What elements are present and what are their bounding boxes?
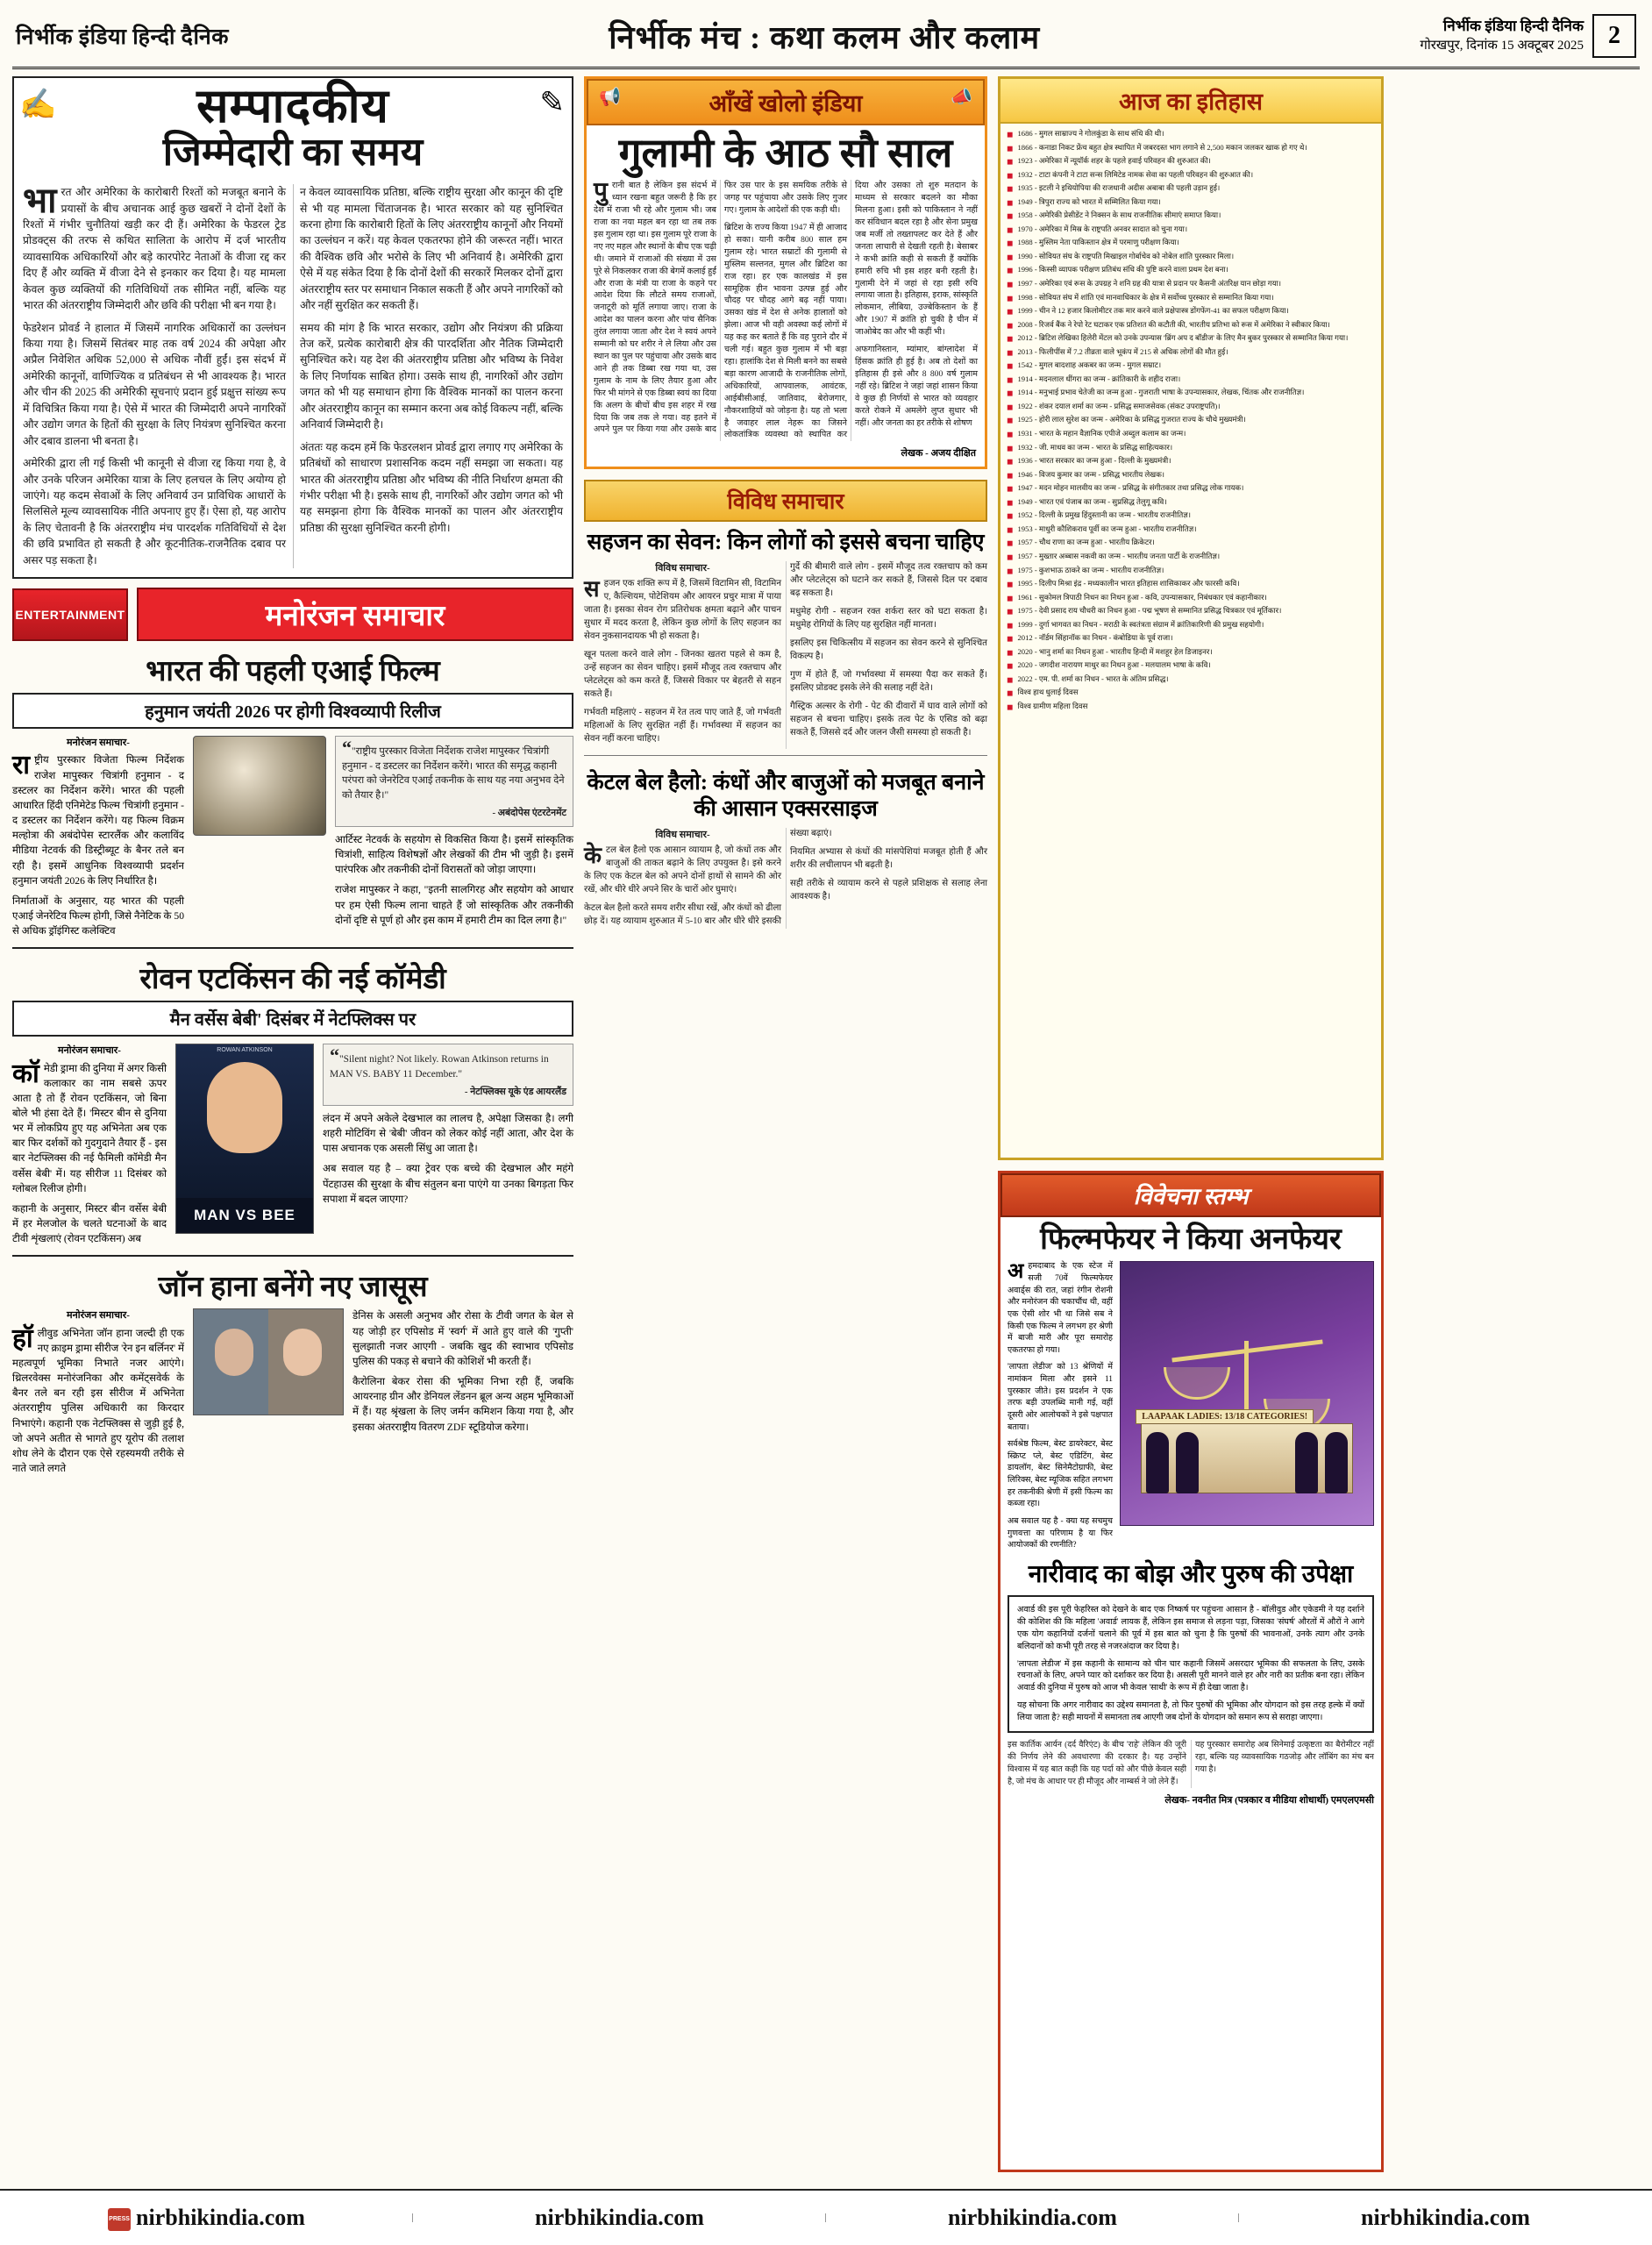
editorial-para-3: न केवल व्यावसायिक प्रतिष्ठा, बल्कि राष्ट्रीय सुरक्षा और कानून की दृष्टि से भी यह मामला चिंताजनक है। भारत सरकार को यह सुनिश्चित करना होगा कि कारोबारी हितों के लिए अंतरराष्ट्रीय कानूनों और नियमों का उल्लंघन न करें। यह केवल एकतरफा होने की जरूरत नहीं। भारत की वैश्विक छवि और भरोसे के लिए भी अनिवार्य है। अमेरिकी द्वारा ऐसे में यह संकेत दिया है कि दोनों देशों की सरकारें मिलकर दोनों द्वारा अंतरराष्ट्रीय स्तर पर समाधान निकाल सकती हैं और अपने नागरिकों को और नहीं सुरक्षित कर सकती हैं।	[300, 186, 563, 312]
kettlebell-dropcap: के	[584, 842, 602, 868]
masthead-edition-date: गोरखपुर, दिनांक 15 अक्टूबर 2025	[1420, 39, 1584, 53]
mrbean-body-1: मेडी ड्रामा की दुनिया में अगर किसी कलाकार का नाम सबसे ऊपर आता है तो हैं रोवन एटकिंसन, जो बिना बोले भी हंसा देते हैं। 'मिस्टर बीन से दुनिया भर में लोकप्रिय हुए यह अभिनेता अब एक बार फिर दर्शकों को गुदगुदाने तैयार हैं - इस बार नेटफ्लिक्स की नई फैमिली कॉमेडी मैन वर्सेस बेबी' में। यह सीरीज 11 दिसंबर को ग्लोबल रिलीज होगी।	[12, 1062, 167, 1194]
mrbean-headline: रोवन एटकिंसन की नई कॉमेडी	[139, 964, 446, 996]
bullet-icon: ◼	[1007, 239, 1014, 248]
history-item: ◼ विश्व ग्रामीण महिला दिवस	[1007, 702, 1375, 713]
column-left	[12, 76, 573, 2172]
history-item: ◼ 2020 - जगदीश नारायण माथुर का निधन हुआ - मलयालम भाषा के कवि।	[1007, 660, 1375, 672]
megaphone-right-icon: 📣	[951, 88, 972, 107]
editorial-body	[12, 177, 573, 579]
footer-site-2[interactable]	[413, 2205, 826, 2231]
history-item: ◼ 1914 - मनुभाई प्रभाव चेतेजी का जन्म हुआ - गुजराती भाषा के उपन्यासकार, लेखक, चिंतक और राजनीतिज्ञ।	[1007, 388, 1375, 399]
aankhen-title: गुलामी के आठ सौ साल	[618, 131, 953, 175]
bullet-icon: ◼	[1007, 457, 1014, 467]
ai-film-body-4: राजेश मापुस्कर ने कहा, "इतनी सालगिरह और सहयोग को आधार पर हम ऐसी फिल्म लाना चाहते हैं जो सांस्कृतिक और तकनीकी दोनों दृष्टि से पूर्ण हो और इस काम में हमारी टीम का दिल लगा है।"	[335, 884, 573, 926]
vividh-header: विविध समाचार	[584, 480, 987, 522]
sahjan-para-2: गर्भवती महिलाएं - सहजन में रेत तत्व पाए जाते हैं, जो गर्भवती महिलाओं के लिए सुरक्षित नहीं हैं। गर्भावस्था में सहजन का सेवन नहीं करना चाहिए।	[584, 708, 781, 745]
vivechna-author: लेखक- नवनीत मित्र (पत्रकार व मीडिया शोधार्थी) एमएलएमसी	[1164, 1795, 1374, 1807]
aankhen-kholo-section	[584, 76, 987, 469]
john-hannah-text-left	[12, 1308, 184, 1476]
kettlebell-para-3: सही तरीके से व्यायाम करने से पहले प्रशिक्षक से सलाह लेना आवश्यक है।	[790, 878, 987, 902]
ai-film-quote	[335, 736, 573, 827]
kettlebell-title: केटल बेल हैलो: कंधों और बाजुओं को मजबूत बनाने की आसान एक्सरसाइज	[587, 770, 985, 821]
masthead-right-title: निर्भीक इंडिया हिन्दी दैनिक	[1442, 18, 1584, 35]
aankhen-ribbon	[587, 79, 985, 125]
quote-mark-icon: “	[330, 1044, 339, 1067]
ai-film-body-3: आर्टिस्ट नेटवर्क के सहयोग से विकसित किया है। इसमें सांस्कृतिक चित्रांशी, साहित्य विशेषज्ञों और लेखकों की टीम भी जुड़ी है। इसमें पारंपरिक और तकनीकी दोनों विरासतों को जोड़ा जाएगा।	[335, 833, 573, 876]
mrbean-poster-wrap	[175, 1044, 314, 1246]
bullet-icon: ◼	[1007, 430, 1014, 439]
bullet-icon: ◼	[1007, 702, 1014, 711]
bullet-icon: ◼	[1007, 443, 1014, 453]
footer-url-2: nirbhikindia.com	[535, 2205, 704, 2230]
history-item: ◼ 1970 - अमेरिका में मिस्र के राष्ट्रपति अनवर सादात को चुना गया।	[1007, 224, 1375, 236]
ai-film-headline: भारत की पहली एआई फिल्म	[146, 656, 440, 688]
page-number: 2	[1592, 14, 1636, 58]
editorial-header	[12, 76, 573, 177]
bullet-icon: ◼	[1007, 497, 1014, 507]
bullet-icon: ◼	[1007, 674, 1014, 684]
bullet-icon: ◼	[1007, 197, 1014, 207]
history-item: ◼ 1990 - सोवियत संघ के राष्ट्रपति मिखाइल गोर्बाचेव को नोबेल शांति पुरस्कार मिला।	[1007, 252, 1375, 263]
vivechna-title: फिल्मफेयर ने किया अनफेयर	[1040, 1223, 1342, 1256]
footer-site-1[interactable]	[0, 2205, 413, 2231]
history-item: ◼ 1922 - शंकर दयाल शर्मा का जन्म - प्रसिद्ध समाजसेवक (संकट उपराष्ट्रपति)।	[1007, 402, 1375, 413]
history-item: ◼ 1866 - कनाडा निकट फ्रेंच बहुत क्षेत्र स्थापित में जबरदस्त भाग लगाने से 2,500 मकान जलकर खाक हो गए थे।	[1007, 143, 1375, 154]
history-box	[998, 76, 1384, 1160]
aankhen-ribbon-text: आँखें खोलो इंडिया	[709, 90, 863, 117]
sahjan-para-6: गुण में होते हैं, जो गर्भावस्था में समस्या पैदा कर सकते हैं। इसलिए प्रोडक्ट इसके लेने की सलाह नहीं देते।	[790, 670, 987, 694]
mrbean-byline: मनोरंजन समाचार-	[58, 1045, 121, 1057]
mrbean-subhead: मैन वर्सेस बेबी' दिसंबर में नेटफ्लिक्स पर	[12, 1001, 573, 1037]
john-hannah-photo	[193, 1308, 344, 1415]
bullet-icon: ◼	[1007, 307, 1014, 317]
entertainment-logo: ENTERTAINMENT	[12, 588, 128, 641]
bullet-icon: ◼	[1007, 211, 1014, 221]
bullet-icon: ◼	[1007, 566, 1014, 575]
bullet-icon: ◼	[1007, 266, 1014, 275]
kettlebell-para-2: नियमित अभ्यास से कंधों की मांसपेशियां मजबूत होती हैं और शरीर की लचीलापन भी बढ़ती है।	[790, 846, 987, 870]
editorial-para-0: रत और अमेरिका के कारोबारी रिश्तों को मजबूत बनाने के प्रयासों के बीच अचानक आई कुछ खबरों ने दोनों देशों के रिश्तों में गंभीर चुनौतियां खड़ी कर दी हैं। अमेरिका के फेडरल ट्रेड प्रोडक्ट्स की तरफ से कथित सालिता के आरोप में दर्ज भारतीय व्यावसायिक अधिकारियों और बड़े कारपोरेट नेताओं के वीजा रद्द कर दिए हैं और व्यक्ति में वीजा देने से इनकार कर दिया है। यह मामला केवल कुछ व्यक्तियों की गतिविधियों तक सीमित नहीं, बल्कि यह भारत की अंतरराष्ट्रीय जिम्मेदारी और छवि की परीक्षा भी बन गया है।	[23, 186, 286, 312]
history-item: ◼ 1975 - देवी प्रसाद राय चौधरी का निधन हुआ - पद्म भूषण से सम्मानित प्रसिद्ध चित्रकार एवं मूर्तिकार।	[1007, 606, 1375, 617]
footer-url-3: nirbhikindia.com	[948, 2205, 1117, 2230]
history-item: ◼ 1953 - माधुरी कौशिकराव पूर्वी का जन्म हुआ - भारतीय राजनीतिज्ञ।	[1007, 524, 1375, 536]
sahjan-title: सहजन का सेवन: किन लोगों को इससे बचना चाहिए	[587, 531, 985, 555]
history-item: ◼ 1936 - भारत सरकार का जन्म हुआ - दिल्ली के मुख्यमंत्री।	[1007, 456, 1375, 467]
bullet-icon: ◼	[1007, 347, 1014, 357]
aankhen-body	[587, 180, 985, 441]
kettlebell-body	[584, 828, 987, 929]
history-item: ◼ 1923 - अमेरिका में न्यूयॉर्क शहर के पहले हवाई परिवहन की शुरुआत की।	[1007, 156, 1375, 167]
quote-mark-icon: “	[342, 737, 352, 759]
silhouette-figure	[1176, 1432, 1199, 1493]
vivechna-dropcap: अ	[1008, 1260, 1024, 1284]
poster-actor-name: ROWAN ATKINSON	[217, 1047, 273, 1054]
filmfare-award-illustration	[1120, 1261, 1374, 1526]
masthead-left-title: निर्भीक इंडिया हिन्दी दैनिक	[16, 25, 230, 49]
history-item: ◼ 1932 - जी. माधव का जन्म - भारत के प्रसिद्ध साहित्यकार।	[1007, 443, 1375, 454]
column-middle-right	[998, 76, 1384, 2172]
vivechna-header	[1000, 1173, 1381, 1217]
kettlebell-para-0: टल बेल हैलो एक आसान व्यायाम है, जो कंधों तक और बाजुओं की ताकत बढ़ाने के लिए उपयुक्त है। इसे करने के लिए एक केटल बेल को अपने दोनों हाथों से सामने की ओर रखें, और धीरे धीरे अपने सिर के चारों ओर घुमाएं।	[584, 845, 781, 894]
history-item: ◼ 1998 - सोवियत संघ में शांति एवं मानवाधिकार के क्षेत्र में सर्वोच्च पुरस्कार से सम्मानित किया गया।	[1007, 293, 1375, 304]
bullet-icon: ◼	[1007, 320, 1014, 330]
poster-title: MAN VS BEE	[176, 1198, 313, 1233]
john-hannah-body-3: कैरोलिना बेकर रोसा की भूमिका निभा रही हैं, जबकि आयरनाह ग्रीन और डेनियल लेंडनन ब्रूल अन्य अहम भूमिकाओं में हैं। यह श्रृंखला के लिए जर्मन कमिशन किया गया है, और इसका अंतरराष्ट्रीय वितरण ZDF स्टूडियोज करेगा।	[352, 1376, 573, 1433]
ai-film-quote-attrib: - अबंदोपेस एंटरटेनमेंट	[492, 808, 566, 819]
vivechna-bottom-para-2: यह सोचना कि अगर नारीवाद का उद्देश्य समानता है, तो फिर पुरुषों की भूमिका और योगदान को इस तरह हल्के में क्यों लिया जाता है? सही मायनों में समानता तब आएगी जब दोनों के योगदान को समान रूप से सराहा जाएगा।	[1017, 1700, 1364, 1723]
ai-film-right	[335, 736, 573, 938]
john-hannah-body-2: डेनिस के असली अनुभव और रोसा के टीवी जगत के बेल से यह जोड़ी हर एपिसोड में 'स्वर्ग' में आते हुए वाले की 'गुप्ती' सुलझाती नजर आएगी - जबकि खुद की स्वाभाव एपिसोड पुलिस की पकड़ से बचाने की कोशिशें भी करती हैं।	[352, 1310, 573, 1367]
history-item: ◼ 2012 - ब्रिटिश लेखिका हिलेरी मेंटल को उनके उपन्यास 'ब्रिंग अप द बॉडीज' के लिए मैन बुकर पुरस्कार से सम्मानित किया गया।	[1007, 333, 1375, 345]
history-item: ◼ 2020 - भानु शर्मा का निधन हुआ - भारतीय हिन्दी में मशहूर हेल डिजाइनर।	[1007, 647, 1375, 659]
john-hannah-byline: मनोरंजन समाचार-	[67, 1310, 130, 1322]
history-item: ◼ 1686 - मुगल साम्राज्य ने गोलकुंडा के साथ संधि की थी।	[1007, 129, 1375, 140]
vivechna-intro-col	[1008, 1261, 1113, 1551]
vivechna-left-bottom-1: यह पुरस्कार समारोह अब सिनेमाई उत्कृष्टता का बैरोमीटर नहीं रहा, बल्कि यह व्यावसायिक गठजोड़ और लॉबिंग का मंच बन गया है।	[1195, 1741, 1374, 1774]
bullet-icon: ◼	[1007, 524, 1014, 534]
history-item: ◼ 1961 - सुकोमल त्रिपाठी निधन का निधन हुआ - कवि, उपन्यासकार, निबंधकार एवं कहानीकार।	[1007, 593, 1375, 604]
bullet-icon: ◼	[1007, 580, 1014, 589]
vivechna-para-1: 'लापता लेडीज' को 13 श्रेणियों में नामांकन मिला और इसने 11 पुरस्कार जीते। इस प्रदर्शन ने एक तरफ बड़ी उपलब्धि मानी गई, वहीं दूसरी ओर आलोचकों ने इसे पक्षपात बताया।	[1008, 1363, 1113, 1432]
history-item: ◼ 1932 - टाटा कंपनी ने टाटा सन्स लिमिटेड नामक सेवा का पहली परिवहन की शुरुआत की।	[1007, 170, 1375, 182]
bullet-icon: ◼	[1007, 402, 1014, 411]
bullet-icon: ◼	[1007, 170, 1014, 180]
silhouette-figure	[1146, 1432, 1169, 1493]
history-item: ◼ 1925 - होरी लाल सुरेश का जन्म - अमेरिका के प्रसिद्ध गुजरात राज्य के चौथे मुख्यमंत्री।	[1007, 415, 1375, 426]
entertainment-header	[12, 588, 573, 641]
bullet-icon: ◼	[1007, 361, 1014, 371]
mrbean-right	[323, 1044, 573, 1246]
sahjan-para-5: इसलिए इस चिकित्सीय में सहजन का सेवन करने से सुनिश्चित विकल्प है।	[790, 638, 987, 662]
history-item: ◼ 1949 - त्रिपुरा राज्य को भारत में सम्मिलित किया गया।	[1007, 197, 1375, 209]
bullet-icon: ◼	[1007, 334, 1014, 344]
hand-writing-icon: ✍	[19, 89, 57, 121]
ai-film-photo	[193, 736, 326, 836]
sahjan-para-1: खून पतला करने वाले लोग - जिनका खतरा पहले से कम है, उन्हें सहजन का सेवन चाहिए। इसमें मौजूद तत्व रक्तचाप और प्लेटलेट्स को कम करते हैं, जिससे विकार पर बेहतरी से सहन सकते हैं।	[584, 650, 781, 700]
editorial-para-2: अमेरिकी द्वारा ली गई किसी भी कानूनी से वीजा रद्द किया गया है, वे और उनके परिजन अमेरिका यात्रा के लिए हलचल के लिए अयोग्य हो जाएंगे। यह कदम सेवाओं के लिए अनिवार्य उन प्राविधिक आधारों के सिलसिले मूल्य व्यावसायिक नीति अपनाए हुए हैं। ऐसा हो, यह आरोप के लिए चेतावनी है कि अंतरराष्ट्रीय मंच पारदर्शक गतिविधियों से देश की छवि प्रभावित हो सकती है और कूटनीतिक-राजनैतिक दबाव पर असर पड़ सकता है।	[23, 457, 286, 567]
aankhen-author: लेखक - अजय दीक्षित	[901, 448, 976, 460]
history-list	[1000, 124, 1381, 723]
history-item: ◼ 1947 - मदन मोहन मालवीय का जन्म - प्रसिद्ध के संगीतकार तथा प्रसिद्ध लोक गायक।	[1007, 483, 1375, 495]
bullet-icon: ◼	[1007, 470, 1014, 480]
footer-url-4: nirbhikindia.com	[1361, 2205, 1530, 2230]
bullet-icon: ◼	[1007, 184, 1014, 194]
mrbean-quote-text: "Silent night? Not likely. Rowan Atkinson returns in MAN VS. BABY 11 December."	[330, 1054, 549, 1080]
kettlebell-para-1: केटल बेल हैलो करते समय शरीर सीधा रखें, और कंधों को ढीला छोड़ दें। यह व्यायाम शुरुआत में 5-10 बार और धीरे धीरे इसकी संख्या बढ़ाएं।	[584, 828, 832, 926]
mrbean-quote	[323, 1044, 573, 1106]
vivechna-illustration-wrap	[1120, 1261, 1374, 1551]
megaphone-left-icon: 📢	[599, 88, 621, 107]
ai-film-body-1: ष्ट्रीय पुरस्कार विजेता फिल्म निर्देशक राजेश मापुस्कर 'चित्रांगी हनुमान - द डस्टलर का निर्देशन करेंगे। भारत की पहली आधारित हिंदी एनिमेटेड फिल्म 'चित्रांगी हनुमान - द डस्टलर का निर्देशन करेंगे। यह फिल्म विक्रम मल्होत्रा की अबंदोपेस स्टारलैंक और कलाविंद मीडिया नेटवर्क की डिस्ट्रीब्यूट के बैनर तले बन रही है। इसमें आधुनिक विश्वव्यापी प्रदर्शन हनुमान जयंती 2026 के लिए निर्धारित है।	[12, 754, 184, 887]
ai-film-story	[12, 736, 573, 949]
aankhen-para-1: ब्रिटिश के राज्य किया 1947 में ही आजाद हो सका। यानी करीब 800 साल हम गुलाम रहे। भारत सम्राटों की गुलामी से मुस्लिम सल्तनत, मुगल और ब्रिटिश का राज रहा। हर एक कालखंड में इस सामूहिक हीन भावना उत्पन्न हुई और चौदह पर चौदह आगे बढ़ नहीं पाया। उसका खंड में देश से अनेक हालातों को झेला। आज भी वही अवस्था कई लोगों में यह कह कर बताते हैं कि वह पुराने दौर में चली गई। बहुत कुछ गुलाम में भी बड़ा रहा। हालांकि देश से मिली बनने का सबसे बड़ा कारण आजादी के राजनीतिक लोगों, अधिकारियों, आपवालक, आवंटक, आईबीसीआई, जातिवाद, बेरोजगार, नौकरशाहियों को जोड़ना है। यह तो भला है जवाहर लाल नेहरू का जिसने लोकतांत्रिक व्यवस्था को स्थापित कर दिया और उसका तो शुरु मतदान के माध्यम से सरकार बदलने का मौका मिलना हुआ। इसी को पाकिस्तान ने नहीं कर संविधान बदल रहा है और सेना प्रमुख जब मर्जी तो तख्तापलट कर देते हैं और जनता लाचारी से देखती रहती है। बेसाबर ने कभी क्रांति कही से सकती हैं क्योंकि हमारी रुचि भी इस शहर बनी रहती है। गुलामी देने में जहां से रहा इसी रुचि लगाया जाता है। इतिहास, इराक, सांस्कृति लोकमान, लीबिया, उज्बेकिस्तान के हैं और 1907 में क्रांति हो चुकी है चीन में जाओबेद का और भी कहीं भी।	[724, 181, 978, 440]
bullet-icon: ◼	[1007, 157, 1014, 167]
aankhen-para-0: रानी बात है लेकिन इस संदर्भ में ध्यान रखना बहुत जरूरी है कि हर देश में राजा भी रहे और गुलाम भी। जब राजा का नया महल बन रहा था तब तक इस गुलाम रहा था। इस गुलाम पूरे राजा के नए नए महल और स्थानों के बीच एक चढ़ी थी। जमाने में राजाओं की संख्या में उस पूरे से निकलकर राजा की बेगमें कलाई हुईं और राजा के मंत्री या राजा के कहने पर आदेश दिया कि लौटते समय राजाओं, जनाटूरी को मूर्ति लगाया जाए। राजा के आदेश का पालन करना और पांच सैनिक तुरंत लगाया जाता और देश ने स्वयं अपने सम्मानी को घर शरीर ने ले लिया और उस स्थान का पुल पर पहुंचाया और उसके बाद आने ही तक डिब्बा रख गया था, उस गुलाम के नाम के लिए तैयार हुआ और फिर भी मांगने से एक डिब्बा स्वयं का दिया कि अलग के बीचों बीच इस शहर में रख दिया कि जब तक ले गया। वह इतने में अपने पुल पर किया गया और उसके बाद फिर उस पार के इस समयिक तरीके से जगह पर पहुंचाया और उसके लिए गुजर गए। गुलाम के आदेशों की एक कड़ी थी।	[594, 181, 847, 435]
kettlebell-byline: विविध समाचार-	[655, 829, 710, 840]
john-hannah-right	[352, 1308, 573, 1476]
vivechna-para-0: हमदाबाद के एक स्टेज में सजी 70वें फिल्मफेयर अवार्ड्स की रात, जहां रंगीन रोशनी और मनोरंजन की चकाचौंध थी, वहीं एक ऐसी शोर भी था जिसे सब ने किसी एक फिल्म ने लगभग हर श्रेणी में बाजी मारी और पूरा समारोह एकतरफा हो गया।	[1008, 1262, 1113, 1355]
vivechna-bottom-para-1: 'लापता लेडीज' में इस कहानी के सामान्य को चीन चार कहानी जिसमें असरदार भूमिका की सफलता के लिए, उसके रचनाओं के लिए, अपने प्यार को दर्शाकर कर दिया है। असली पूरी मानने वाले हर और नारी का प्रतीक बना रहा। लेकिन अवार्ड की दुनिया में पुरुष को आज भी केवल 'साथी' के रूप में ही देखा जाता है।	[1017, 1658, 1364, 1693]
history-item: ◼ 2012 - नॉर्डम सिंहानॉक का निधन - कंबोडिया के पूर्व राजा।	[1007, 633, 1375, 645]
mrbean-body-3: लंदन में अपने अकेले देखभाल का लालच है, अपेक्षा जिसका है। लगी शहरी मोटिविंग से 'बेबी' जीवन को लेकर कोई नहीं आता, और देश के पास अचानक एक असली सिंधु आ जाता है।	[323, 1112, 573, 1155]
history-item: ◼ 1957 - मुख्तार अब्बास नकवी का जन्म - भारतीय जनता पार्टी के राजनीतिज्ञ।	[1007, 552, 1375, 563]
history-item: ◼ 2022 - एम. पी. शर्मा का निधन - भारत के अंतिम प्रसिद्ध।	[1007, 674, 1375, 686]
sahjan-para-3: गुर्दे की बीमारी वाले लोग - इसमें मौजूद तत्व रक्तचाप को कम और प्लेटलेट्स को घटाने कर सकते हैं, जिससे दिल पर दबाव बढ़ सकता है।	[790, 562, 987, 599]
history-item: ◼ 1975 - कुशभाऊ ठाकरे का जन्म - भारतीय राजनीतिज्ञ।	[1007, 566, 1375, 577]
ai-film-body-2: निर्माताओं के अनुसार, यह भारत की पहली एआई जेनरेटिव फिल्म होगी, जिसे नैनेटिक के 50 से अधिक ड्रॉइंगिस्ट कलेक्टिव	[12, 894, 184, 937]
history-item: ◼ 1958 - अमेरिकी प्रेसीडेंट ने निक्सन के साथ राजनीतिक सीमाएं समाप्त किया।	[1007, 210, 1375, 222]
history-item: ◼ 1949 - भारत एवं पंजाब का जन्म - सुप्रसिद्ध तेलुगू कवि।	[1007, 497, 1375, 509]
vivechna-header-text: विवेचना स्तम्भ	[1133, 1184, 1249, 1209]
editorial-para-4: समय की मांग है कि भारत सरकार, उद्योग और नियंत्रण की प्रक्रिया तेज करें, प्रत्येक कारोबारी क्षेत्र की पारदर्शिता और नैतिक जिम्मेदारी सुनिश्चित करे। यह देश की अंतरराष्ट्रीय प्रतिष्ठा और भविष्य के निवेश के लिए निर्णायक साबित होगा। उसके साथ ही, नागरिकों और उद्योग जगत को भी यह समाधान होगा कि वैश्विक मानकों का पालन करना और अंतरराष्ट्रीय कानून का सम्मान करना अब कोई विकल्प नहीं, बल्कि अनिवार्य जिम्मेदारी है।	[300, 321, 563, 431]
john-hannah-photo-wrap	[193, 1308, 344, 1476]
vivechna-bottom-body	[1000, 1595, 1381, 1807]
pen-icon: ✎	[539, 87, 565, 119]
bullet-icon: ◼	[1007, 374, 1014, 384]
vivechna-left-bottom-0: इस कार्तिक आर्यन (दर्द वैरिएंट) के बीच 'राहे' लेकिन की जूरी की निर्णय लेने की अवधारणा की दरकार है। यह उन्होंने विश्वास में यह बात कही कि यह पर्दा को और पीछे केवल सही है, जो मंच के आधार पर ही मौजूद और नाम्बर्स ने जो लेने हैं।	[1008, 1741, 1186, 1786]
mrbean-body-4: अब सवाल यह है – क्या ट्रेवर एक बच्चे की देखभाल और महंगे पेंटहाउस की सुरक्षा के बीच संतुलन बना पाएंगे या उनका बिगड़ता फिर सपाशा में बदल जाएगा?	[323, 1163, 573, 1205]
mrbean-body-2: कहानी के अनुसार, मिस्टर बीन वर्सेस बेबी में हर मेलजोल के चलते घटनाओं के बाद टीवी शृंखलाएं (रोवन एटकिंसन) अब	[12, 1202, 167, 1245]
vivechna-bottom-para-0: अवार्ड की इस पूरी फेहरिस्त को देखने के बाद एक निष्कर्ष पर पहुंचना आसान है - बॉलीवुड और एकेडमी ने यह दर्शाने की कोशिश की कि महिला 'अवार्ड' लायक हैं, लेकिन इस समाज से लड़ना पड़ा, जिसका 'संघर्ष' औरतों में औरों ने आगे एक योग कहानियों दर्जनों चलाने की पूर्व में इस बात को चुना है कि पुरुषों की भावनाओं, उनके त्याग और उनके बलिदानों को कभी पूरी तरह से नजरअंदाज कर दिया है।	[1017, 1604, 1364, 1651]
history-item: ◼ विश्व हाथ धुलाई दिवस	[1007, 688, 1375, 699]
history-item: ◼ 1952 - दिल्ली के प्रमुख हिंदुस्तानी का जन्म - भारतीय राजनीतिज्ञ।	[1007, 510, 1375, 522]
bullet-icon: ◼	[1007, 130, 1014, 139]
sahjan-para-0: हजन एक शक्ति रूप में है, जिसमें विटामिन सी, विटामिन ए, कैल्शियम, पोटेशियम और आयरन प्रचुर मात्रा में पाया जाता है। इसका सेवन रोग प्रतिरोधक क्षमता बढ़ाने और पाचन सुधार में मदद करता है, लेकिन कुछ लोगों के लिए सहजन का सेवन नुकसानदायक भी हो सकता है।	[584, 579, 781, 642]
history-item: ◼ 1542 - मुगल बादशाह अकबर का जन्म - मुगल सम्राट।	[1007, 360, 1375, 372]
history-item: ◼ 1999 - चीन ने 12 हजार किलोमीटर तक मार करने वाले प्रक्षेपास्त्र डोंगफेंग-41 का सफल परीक्षण किया।	[1007, 306, 1375, 317]
john-hannah-dropcap: हॉ	[12, 1323, 33, 1353]
bullet-icon: ◼	[1007, 252, 1014, 261]
sahjan-byline: विविध समाचार-	[655, 563, 710, 574]
bullet-icon: ◼	[1007, 484, 1014, 494]
illustration-banner: LAAPAAK LADIES: 13/18 CATEGORIES!	[1136, 1409, 1314, 1424]
masthead-right	[1420, 14, 1636, 58]
photo-person-1	[215, 1329, 253, 1376]
silhouette-figure	[1295, 1432, 1318, 1493]
history-item: ◼ 1999 - दुर्गा भागवत का निधन - मराठी के स्वतंत्रता संग्राम में क्रांतिकारिणी की प्रमुख सहयोगी।	[1007, 620, 1375, 631]
bullet-icon: ◼	[1007, 511, 1014, 521]
editorial-para-1: फेडरेशन प्रोवर्ड ने हालात में जिसमें नागरिक अधिकारों का उल्लंघन किया गया है। जिसमें सितंबर माह तक वर्ष 2024 की अपेक्षा और अप्रैल निवेशित अधिक 52,000 से अधिक नौवीं हुईं। इस संदर्भ में अमेरिकी कानूनों, वाणिज्यिक व प्रतिबंधन से भी आवश्यक है। भारत और चीन की 2025 की अमेरिकी सूचनाएं प्रदान हुई प्रक्षुत्त सांख्य रूप में विचित्रित किया गया है। ऐसे में भारत की जिम्मेदारी अपने नागरिकों और उद्योग जगत के हितों की सुरक्षा के लिए नियंत्रण सुनिश्चित करना और दबाव डालना भी बनता है।	[23, 321, 286, 447]
history-item: ◼ 1931 - भारत के महान वैज्ञानिक एपीजे अब्दुल कलाम का जन्म।	[1007, 429, 1375, 440]
bullet-icon: ◼	[1007, 620, 1014, 630]
man-vs-bee-poster	[175, 1044, 314, 1234]
ai-film-quote-text: "राष्ट्रीय पुरस्कार विजेता निर्देशक राजेश मापुस्कर 'चित्रांगी हनुमान - द डस्टलर का निर्देशन करेंगे। भारत की समृद्ध कहानी परंपरा को जेनरेटिव एआई तकनीक के साथ यह नया अनुभव देने को तैयार है।"	[342, 746, 565, 801]
history-item: ◼ 1996 - किस्सी व्यापक परीक्षण प्रतिबंध संधि की पुष्टि करने वाला प्रथम देश बना।	[1007, 265, 1375, 276]
vivechna-para-2: सर्वश्रेष्ठ फिल्म, बेस्ट डायरेक्टर, बेस्ट स्क्रिप्ट प्ले, बेस्ट एडिटिंग, बेस्ट डायलॉग, बेस्ट सिनेमैटोग्राफी, बेस्ट लिरिक्स, बेस्ट म्यूजिक सहित लगभग हर तकनीकी श्रेणी में इसी फिल्म का कब्जा रहा।	[1008, 1440, 1113, 1509]
vivechna-section	[998, 1171, 1384, 2172]
footer-url-1: nirbhikindia.com	[136, 2204, 305, 2230]
bullet-icon: ◼	[1007, 293, 1014, 303]
history-item: ◼ 1995 - दिलीप मिश्रा इंद्र - मध्यकालीन भारत इतिहास शासिकाकर और फारसी कवि।	[1007, 579, 1375, 590]
editorial-kicker: सम्पादकीय	[196, 80, 389, 132]
history-item: ◼ 1946 - विजय कुमार का जन्म - प्रसिद्ध भारतीय लेखक।	[1007, 470, 1375, 481]
john-hannah-body-1: लीवुड अभिनेता जॉन हाना जल्दी ही एक नए क्राइम ड्रामा सीरीज 'रेन इन बर्लिनर' में महत्वपूर्ण भूमिका निभाते नजर आएंगे। थ्रिलरवेक्स मनोरंजनिका और कमेंट्सवेर्क के बैनर तले बन रही इस सीरीज में अभिनेता अंतरराष्ट्रीय पुलिस अधिकारी का किरदार निभाएंगे। कहानी एक नेटफ्लिक्स से जुड़ी हुई है, जो अपने अतीत से भागते हुए यूरोप की तलाश शोध लेने के दौरान एक ऐसे रहस्यमयी तरीके से नाते जाते लगते	[12, 1327, 184, 1475]
sahjan-para-7: गैस्ट्रिक अल्सर के रोगी - पेट की दीवारों में घाव वाले लोगों को सहजन से बचना चाहिए। इसके तत्व पेट के एसिड को बढ़ा सकते हैं, जिससे दर्द और जलन जैसी समस्या हो सकती है।	[790, 702, 987, 738]
ai-film-text-left	[12, 736, 184, 938]
bullet-icon: ◼	[1007, 607, 1014, 616]
entertainment-title: मनोरंजन समाचार	[137, 588, 573, 641]
editorial-title: जिम्मेदारी का समय	[162, 130, 424, 174]
footer-site-4[interactable]	[1239, 2205, 1652, 2231]
history-item: ◼ 2013 - फिलीपींस में 7.2 तीव्रता वाले भूकंप में 215 से अधिक लोगों की मौत हुई।	[1007, 347, 1375, 359]
aankhen-para-2: अफगानिस्तान, म्यांमार, बांग्लादेश में हिंसक क्रांति ही हुई है। अब तो देशों का इतिहास ही इसे और 8 800 वर्ष गुलाम नहीं रहे। ब्रिटिश ने जहां जहां शासन किया वे कुछ ही निर्णयों से भारत को व्यवहार करते रोकने में अमलेंगे लुप्त सुधार भी नहीं। और जनता का हर तरीके से शोषण	[855, 345, 978, 428]
bullet-icon: ◼	[1007, 416, 1014, 425]
footer-site-3[interactable]	[826, 2205, 1239, 2231]
history-item: ◼ 2008 - रिजर्व बैंक ने रेपो रेट घटाकर एक प्रतिशत की कटौती की, भारतीय प्रतिभा को रूस में अमेरिका ने स्वीकार किया।	[1007, 320, 1375, 331]
bullet-icon: ◼	[1007, 688, 1014, 698]
vivechna-subtitle: नारीवाद का बोझ और पुरुष की उपेक्षा	[1028, 1560, 1354, 1588]
history-item: ◼ 1935 - इटली ने इथियोपिया की राजधानी अदीस अबाबा की पहली उड़ान हुई।	[1007, 183, 1375, 195]
editorial-dropcap: भा	[23, 181, 57, 221]
history-item: ◼ 1988 - मुस्लिम नेता पाकिस्तान क्षेत्र में परमाणु परीक्षण किया।	[1007, 238, 1375, 249]
column-middle-left	[584, 76, 987, 2172]
bullet-icon: ◼	[1007, 593, 1014, 602]
vivechna-para-3: अब सवाल यह है - क्या यह सचमुच गुणवत्ता का परिणाम है या फिर आयोजकों की रणनीति?	[1008, 1516, 1113, 1550]
poster-face	[207, 1062, 282, 1153]
bullet-icon: ◼	[1007, 552, 1014, 561]
mrbean-text-left	[12, 1044, 167, 1246]
history-title: आज का इतिहास	[1118, 89, 1264, 115]
history-item: ◼ 1997 - अमेरिका एवं रूस के उपग्रह ने शनि ग्रह की यात्रा से प्रदान पर कैसनी अंतरिक्ष यान छोड़ा गया।	[1007, 279, 1375, 290]
press-logo-icon: PRESS	[108, 2208, 131, 2231]
editorial-para-5: अंततः यह कदम हमें कि फेडरलशन प्रोवर्ड द्वारा लगाए गए अमेरिका के प्रतिबंधों को साधारण प्रशासनिक कदम नहीं समझा जा सकता। यह भारत की अंतरराष्ट्रीय प्रतिष्ठा और भविष्य की नीति निर्धारण क्षमता की गंभीर परीक्षा भी है। इसके साथ ही, नागरिकों और उद्योग जगत को भी यह समझना होगा कि वैश्विक मानकों का पालन और अंतरराष्ट्रीय प्रतिष्ठा की सुरक्षा सुनिश्चित करनी होगी।	[300, 440, 563, 534]
sahjan-body	[584, 561, 987, 748]
scale-pan-left	[1164, 1367, 1230, 1400]
ai-film-photo-wrap	[193, 736, 326, 938]
masthead-center-title: निर्भीक मंच : कथा कलम और कलाम	[609, 19, 1041, 55]
bullet-icon: ◼	[1007, 634, 1014, 644]
bullet-icon: ◼	[1007, 647, 1014, 657]
mrbean-quote-attrib: - नेटफ्लिक्स यूके एंड आयरलैंड	[464, 1087, 566, 1098]
bullet-icon: ◼	[1007, 388, 1014, 398]
ai-film-byline: मनोरंजन समाचार-	[67, 738, 130, 749]
bullet-icon: ◼	[1007, 143, 1014, 153]
history-item: ◼ 1957 - चौथ राणा का जन्म हुआ - भारतीय क्रिकेटर।	[1007, 538, 1375, 549]
ai-film-dropcap: रा	[12, 751, 31, 780]
sahjan-para-4: मधुमेह रोगी - सहजन रक्त शर्करा स्तर को घटा सकता है। मधुमेह रोगियों के लिए यह सुरक्षित नहीं मानता।	[790, 607, 987, 631]
sahjan-dropcap: स	[584, 576, 600, 602]
bullet-icon: ◼	[1007, 280, 1014, 289]
bullet-icon: ◼	[1007, 661, 1014, 671]
masthead	[12, 9, 1640, 69]
history-header	[1000, 79, 1381, 124]
john-hannah-story	[12, 1308, 573, 1485]
silhouette-figure	[1325, 1432, 1348, 1493]
bullet-icon: ◼	[1007, 224, 1014, 234]
bullet-icon: ◼	[1007, 538, 1014, 548]
john-hannah-headline: जॉन हाना बनेंगे नए जासूस	[158, 1272, 428, 1304]
mrbean-story	[12, 1044, 573, 1257]
stage-floor	[1141, 1423, 1353, 1493]
page-columns	[12, 76, 1640, 2172]
mrbean-dropcap: कॉ	[12, 1058, 39, 1088]
aankhen-dropcap: पु	[594, 178, 608, 206]
footer-bar	[0, 2189, 1652, 2245]
photo-person-2	[283, 1329, 322, 1376]
history-item: ◼ 1914 - मदनलाल धींगरा का जन्म - क्रांतिकारी के शहीद राजा।	[1007, 374, 1375, 386]
ai-film-subhead: हनुमान जयंती 2026 पर होगी विश्वव्यापी रिलीज	[12, 693, 573, 729]
